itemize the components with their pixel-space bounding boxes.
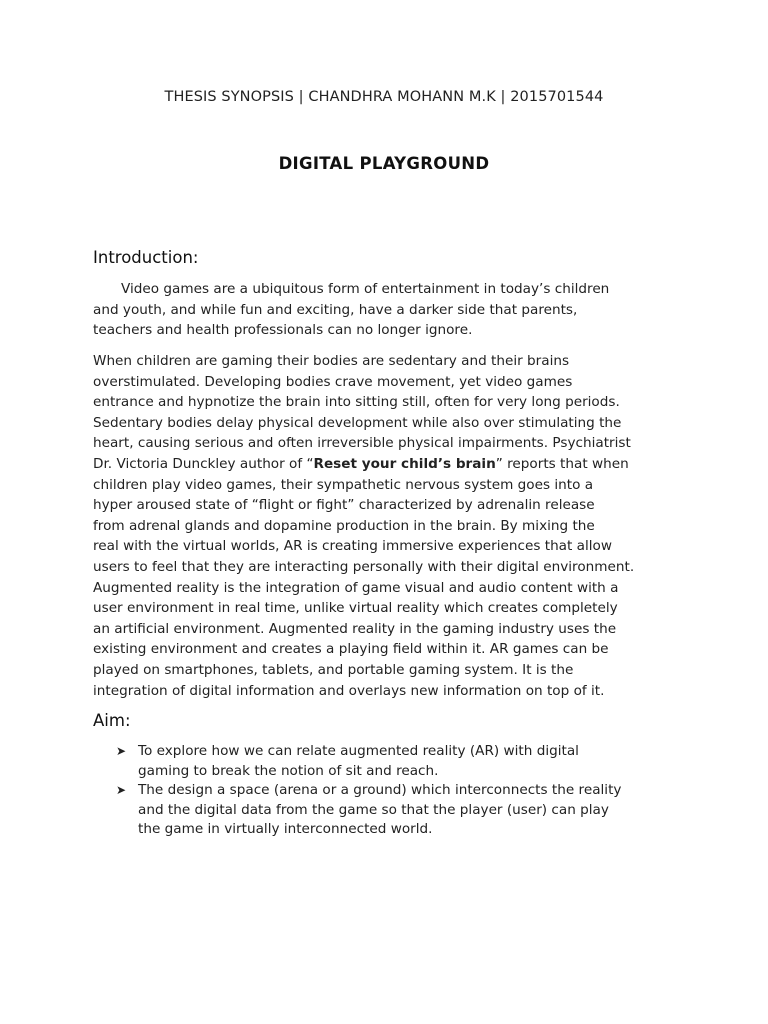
paragraph-line: from adrenal glands and dopamine production in the brain. By mixing the — [93, 517, 595, 534]
list-item-line: the game in virtually interconnected world. — [138, 821, 433, 837]
arrowhead-bullet-icon: ➤ — [116, 783, 127, 797]
paragraph-line: teachers and health professionals can no longer ignore. — [93, 322, 473, 339]
paragraph-line: hyper aroused state of “flight or fight” characterized by adrenalin release — [93, 497, 595, 514]
list-item-line: The design a space (arena or a ground) which interconnects the reality — [138, 782, 622, 798]
aim-bullet-list — [116, 742, 676, 840]
paragraph-line: users to feel that they are interacting personally with their digital environment. — [93, 558, 635, 575]
paragraph-line-with-citation — [93, 454, 678, 475]
paragraph-line: overstimulated. Developing bodies crave movement, yet video games — [93, 373, 573, 390]
paragraph-line: integration of digital information and overlays new information on top of it. — [93, 682, 605, 699]
introduction-paragraph-1 — [93, 279, 678, 341]
paragraph-line: heart, causing serious and often irreversible physical impairments. Psychiatrist — [93, 435, 631, 452]
paragraph-line: When children are gaming their bodies are sedentary and their brains — [93, 353, 570, 369]
paragraph-line: an artificial environment. Augmented reality in the gaming industry uses the — [93, 620, 617, 637]
paragraph-line: existing environment and creates a playing field within it. AR games can be — [93, 641, 609, 658]
paragraph-line: children play video games, their sympathetic nervous system goes into a — [93, 476, 594, 493]
citation-suffix: ” reports that when — [495, 455, 629, 472]
list-item-line: gaming to break the notion of sit and reach. — [138, 762, 439, 779]
paragraph-line: played on smartphones, tablets, and portable gaming system. It is the — [93, 661, 574, 678]
paragraph-line: Video games are a ubiquitous form of entertainment in today’s children — [121, 281, 610, 297]
paragraph-line: real with the virtual worlds, AR is creating immersive experiences that allow — [93, 538, 612, 555]
arrowhead-bullet-icon: ➤ — [116, 744, 127, 758]
book-title: Reset your child’s brain — [313, 455, 496, 472]
paragraph-line: Sedentary bodies delay physical development while also over stimulating the — [93, 414, 622, 431]
aim-heading: Aim: — [93, 711, 131, 730]
introduction-heading: Introduction: — [93, 248, 199, 267]
document-header: THESIS SYNOPSIS | CHANDHRA MOHANN M.K | 2015701544 — [164, 89, 604, 105]
list-item — [116, 781, 676, 840]
paragraph-line: and youth, and while fun and exciting, have a darker side that parents, — [93, 301, 578, 318]
document-title: DIGITAL PLAYGROUND — [278, 154, 490, 173]
paragraph-line: user environment in real time, unlike virtual reality which creates completely — [93, 600, 618, 617]
citation-prefix: Dr. Victoria Dunckley author of “ — [93, 455, 314, 472]
list-item-line: and the digital data from the game so that the player (user) can play — [138, 801, 609, 818]
list-item — [116, 742, 676, 781]
list-item-line: To explore how we can relate augmented reality (AR) with digital — [138, 743, 579, 759]
paragraph-line: entrance and hypnotize the brain into sitting still, often for very long periods. — [93, 394, 620, 411]
paragraph-line: Augmented reality is the integration of game visual and audio content with a — [93, 579, 619, 596]
introduction-paragraph-2 — [93, 351, 678, 701]
